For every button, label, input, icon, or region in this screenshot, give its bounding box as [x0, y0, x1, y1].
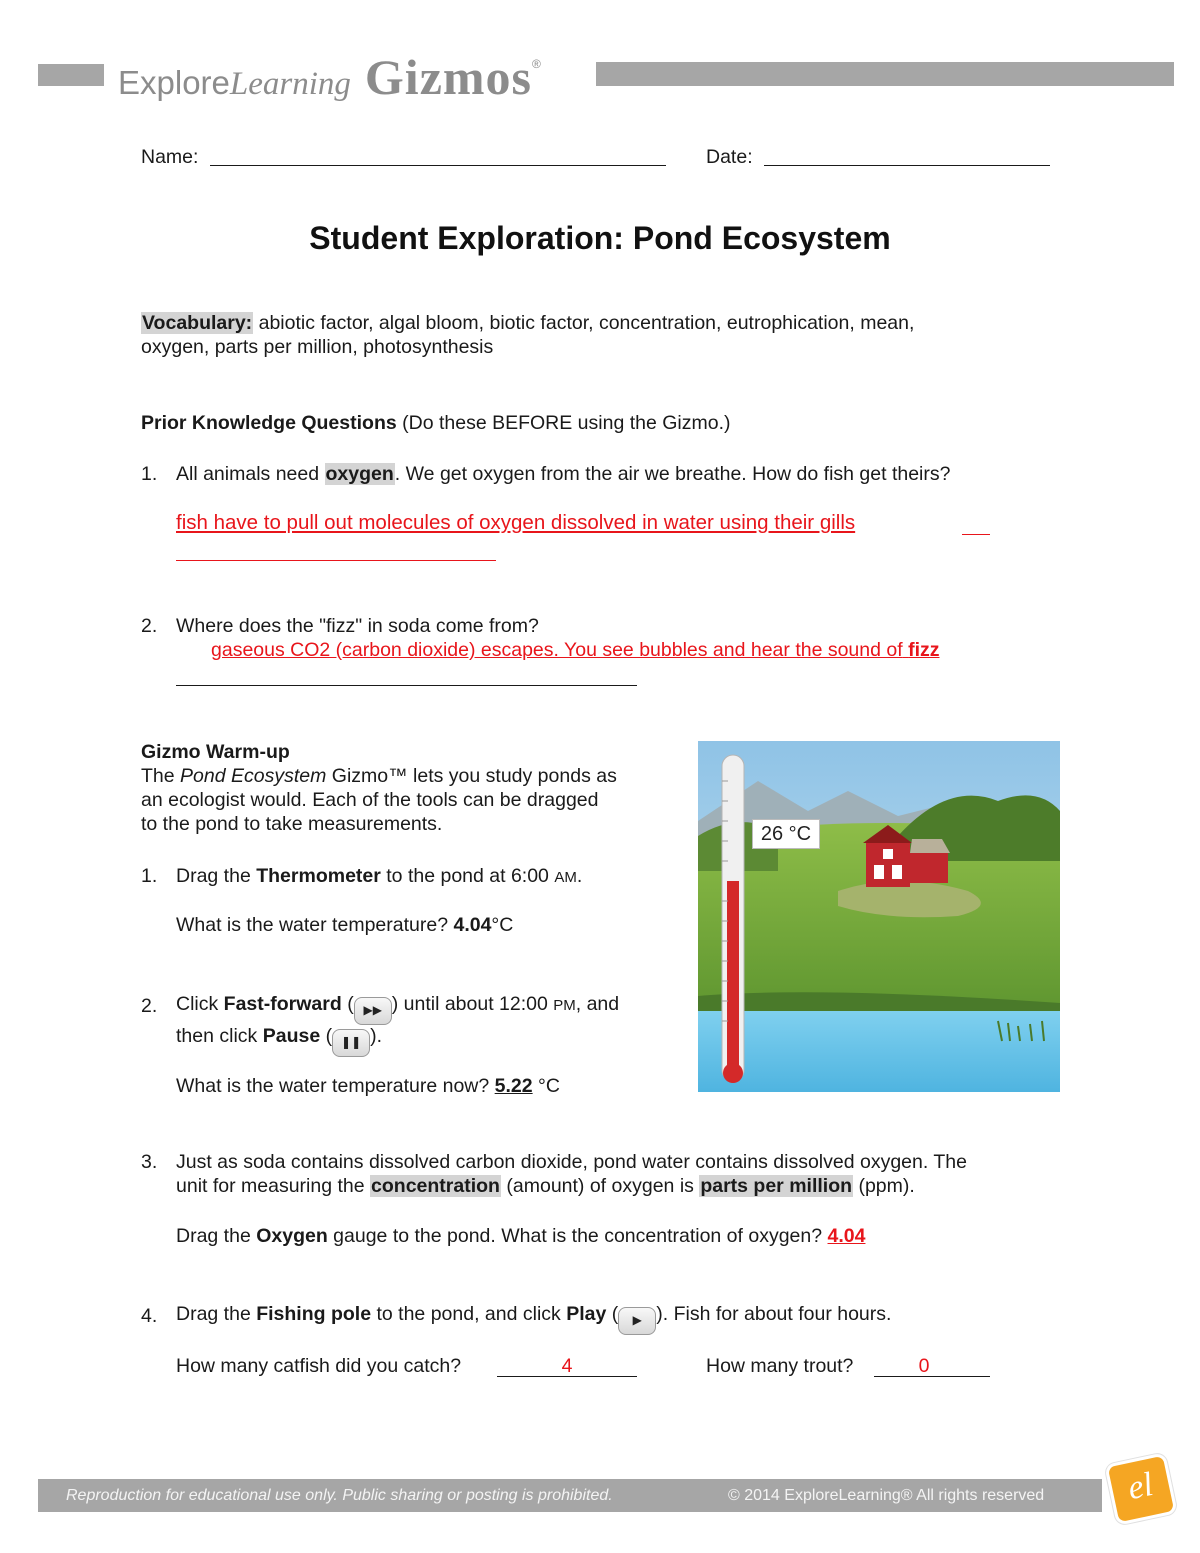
q2-answer-line2 [176, 685, 637, 686]
s3-term-ppm: parts per million [700, 1175, 853, 1197]
s3-line1: Just as soda contains dissolved carbon dioxide, pond water contains dissolved oxygen. The [176, 1151, 967, 1173]
step2-question [176, 1074, 560, 1098]
intro-post: Gizmo™ lets you study ponds as [331, 765, 617, 787]
brand-reg-mark: ® [532, 57, 541, 71]
pond-ecosystem-figure [698, 741, 1060, 1092]
s3-line2-end: (ppm). [858, 1175, 915, 1197]
warmup-intro [141, 740, 681, 836]
explorelearning-badge-icon: el [1104, 1452, 1178, 1526]
step3-text [176, 1150, 967, 1198]
explorelearning-logo [118, 48, 541, 105]
date-label: Date: [706, 146, 753, 168]
s2-answer: 5.22 [494, 1075, 533, 1097]
q1-text [176, 462, 950, 486]
step1-question [176, 913, 513, 937]
vocabulary [141, 311, 1041, 359]
q1-answer-underline-tail [962, 534, 990, 535]
step4-text: Drag the Fishing pole to the pond, and click Play ( ▶ ). Fish for about four hours. [176, 1302, 891, 1335]
s1-unit: °C [491, 914, 514, 936]
step2-line1: Click Fast-forward ( ▶▶ ) until about 12:00 PM, and [176, 992, 619, 1025]
prior-heading: Prior Knowledge Questions [141, 412, 397, 434]
q1-number: 1. [141, 463, 158, 485]
q2-number: 2. [141, 615, 158, 637]
pause-icon[interactable]: ❚❚ [332, 1029, 370, 1057]
s2-fast-forward: Fast-forward [223, 993, 342, 1015]
step3-number: 3. [141, 1151, 158, 1173]
s4-mid: to the pond, and click [376, 1303, 561, 1325]
s2-unit: °C [538, 1075, 560, 1097]
q1-answer: fish have to pull out molecules of oxygen dissolved in water using their gills [176, 511, 856, 534]
trout-answer: 0 [918, 1355, 930, 1377]
s1-question: What is the water temperature? [176, 914, 449, 936]
s4-post: ). Fish for about four hours. [656, 1303, 892, 1325]
warmup-intro-line3: to the pond to take measurements. [141, 813, 443, 835]
intro-pre: The [141, 765, 175, 787]
s2-mid: until about 12:00 [403, 993, 548, 1015]
s1-thermometer: Thermometer [256, 865, 381, 887]
s3-line2 [176, 1174, 967, 1198]
brand-learning: Learning [229, 66, 351, 102]
s1-post: to the pond at 6:00 [386, 865, 549, 887]
q2-answer-fizz: fizz [908, 639, 940, 661]
step4-number: 4. [141, 1305, 158, 1327]
q1-post: . We get oxygen from the air we breathe. How do fish get theirs? [394, 463, 951, 485]
intro-italic: Pond Ecosystem [180, 765, 327, 787]
footer-copyright: © 2014 ExploreLearning® All rights reserved [728, 1487, 1045, 1504]
step1-text [176, 864, 582, 890]
q1-pre: All animals need [176, 463, 320, 485]
s3-answer: 4.04 [827, 1225, 866, 1247]
q2-text: Where does the "fizz" in soda come from? [176, 615, 539, 637]
thermometer-icon [722, 755, 744, 1083]
s1-am: AM [554, 869, 577, 886]
footer-disclaimer: Reproduction for educational use only. Public sharing or posting is prohibited. [66, 1487, 613, 1504]
header-bar-left [38, 64, 104, 86]
brand-gizmos: Gizmos [364, 49, 532, 105]
s3-term-concentration: concentration [371, 1175, 500, 1197]
s2-line2-pre: then click [176, 1025, 258, 1047]
s2-mid2: , and [575, 993, 620, 1015]
footer-bar [38, 1479, 1102, 1512]
step3-question [176, 1224, 865, 1248]
q2-answer-text: gaseous CO2 (carbon dioxide) escapes. You see bubbles and hear the sound of [211, 639, 903, 661]
s2-pm: PM [553, 997, 576, 1014]
s2-question: What is the water temperature now? [176, 1075, 490, 1097]
temperature-readout: 26 °C [752, 819, 820, 849]
s3-oxygen: Oxygen [256, 1225, 328, 1247]
trout-question: How many trout? [706, 1355, 854, 1377]
q2-answer [211, 638, 940, 662]
name-label: Name: [141, 146, 199, 168]
vocabulary-line2: oxygen, parts per million, photosynthesis [141, 336, 494, 358]
play-icon[interactable]: ▶ [618, 1307, 656, 1335]
header-bar-right [596, 62, 1174, 86]
fast-forward-icon[interactable]: ▶▶ [354, 997, 392, 1025]
prior-note: (Do these BEFORE using the Gizmo.) [402, 412, 731, 434]
s4-pre: Drag the [176, 1303, 251, 1325]
s4-fishing-pole: Fishing pole [256, 1303, 372, 1325]
brand-explore: Explore [118, 64, 230, 101]
s1-pre: Drag the [176, 865, 251, 887]
s1-answer: 4.04 [453, 914, 492, 936]
s3-q-pre: Drag the [176, 1225, 251, 1247]
catfish-question: How many catfish did you catch? [176, 1355, 462, 1377]
q1-answer-line2 [176, 560, 496, 561]
name-line[interactable] [210, 165, 666, 166]
prior-knowledge-heading [141, 411, 731, 435]
step2-number: 2. [141, 995, 158, 1017]
s3-line2-mid: (amount) of oxygen is [506, 1175, 694, 1197]
catfish-answer: 4 [561, 1355, 573, 1377]
s3-line2-pre: unit for measuring the [176, 1175, 365, 1197]
step1-number: 1. [141, 865, 158, 887]
s2-pre: Click [176, 993, 219, 1015]
warmup-intro-line1 [141, 764, 681, 788]
s3-q-post: gauge to the pond. What is the concentration of oxygen? [333, 1225, 823, 1247]
vocabulary-label: Vocabulary: [142, 312, 253, 334]
page-title: Student Exploration: Pond Ecosystem [309, 220, 891, 256]
warmup-heading: Gizmo Warm-up [141, 741, 290, 763]
s4-play: Play [566, 1303, 607, 1325]
q1-term-oxygen: oxygen [325, 463, 394, 485]
warmup-intro-line2: an ecologist would. Each of the tools can be dragged [141, 789, 599, 811]
date-line[interactable] [764, 165, 1050, 166]
step2-line2: then click Pause ( ❚❚ ). [176, 1024, 382, 1057]
s1-end: . [576, 865, 583, 887]
vocabulary-line1: abiotic factor, algal bloom, biotic factor, concentration, eutrophication, mean, [258, 312, 915, 334]
s2-pause: Pause [262, 1025, 321, 1047]
